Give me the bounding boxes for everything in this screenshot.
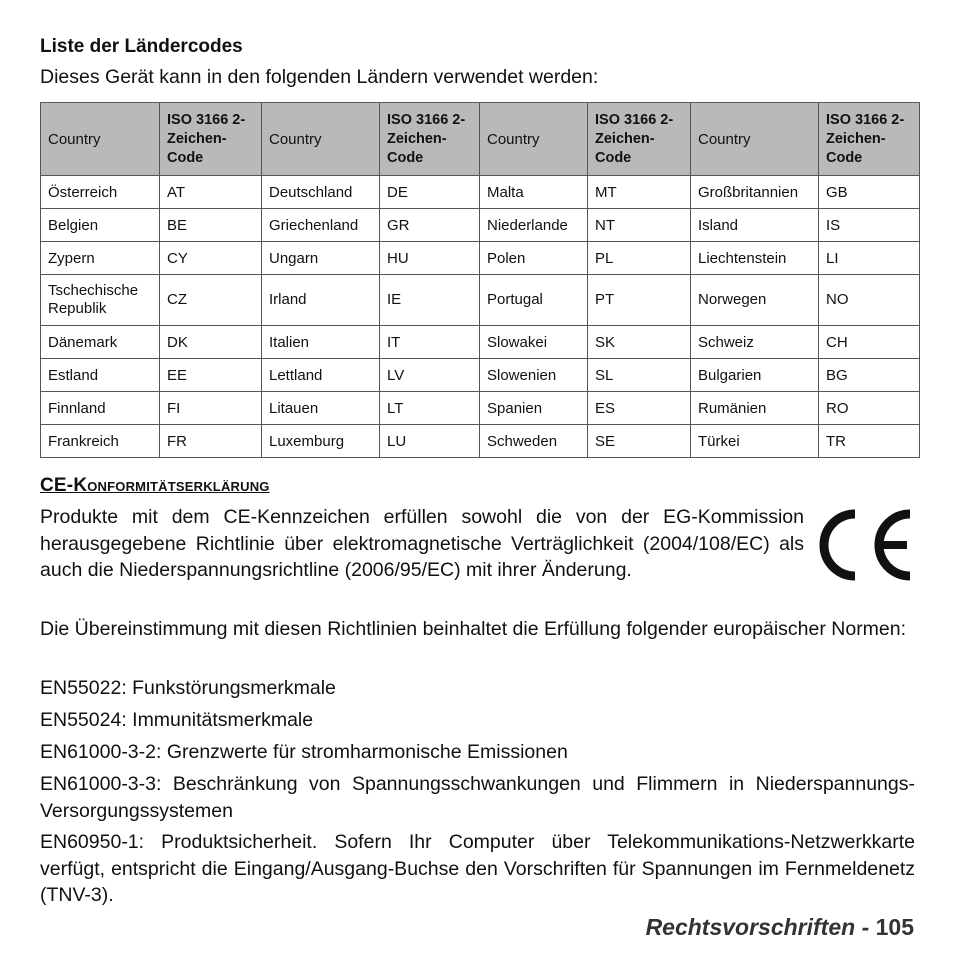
code-cell: CH bbox=[819, 326, 920, 359]
ce-paragraph: Produkte mit dem CE-Kennzeichen erfüllen sowohl die von der EG-Kommission herausgegebene Richtlinie über elektromagnetische Verträglichkeit (2004/108/EC) als auch die Niederspannungsrichtline (2006/95/EC) mit ihrer Änderung. bbox=[40, 506, 804, 581]
footer-section-title: Rechtsvorschriften - bbox=[645, 914, 870, 940]
code-cell: CZ bbox=[160, 275, 262, 326]
code-cell: LI bbox=[819, 242, 920, 275]
country-cell: Ungarn bbox=[262, 242, 380, 275]
code-cell: SE bbox=[588, 425, 691, 458]
table-row bbox=[41, 275, 920, 326]
country-cell: Island bbox=[691, 209, 819, 242]
code-cell: IT bbox=[380, 326, 480, 359]
code-cell: GB bbox=[819, 176, 920, 209]
table-row bbox=[41, 359, 920, 392]
country-cell: Belgien bbox=[41, 209, 160, 242]
country-cell: Bulgarien bbox=[691, 359, 819, 392]
code-cell: NO bbox=[819, 275, 920, 326]
column-header-iso: ISO 3166 2-Zeichen-Code bbox=[588, 103, 691, 176]
code-cell: SL bbox=[588, 359, 691, 392]
country-cell: Litauen bbox=[262, 392, 380, 425]
code-cell: FR bbox=[160, 425, 262, 458]
country-cell: Österreich bbox=[41, 176, 160, 209]
country-cell: Polen bbox=[480, 242, 588, 275]
norm-item: EN61000-3-3: Beschränkung von Spannungsschwankungen und Flimmern in Niederspannungs-Versorgungssystemen bbox=[40, 773, 915, 822]
page-number: 105 bbox=[875, 914, 914, 940]
code-cell: TR bbox=[819, 425, 920, 458]
table-row bbox=[41, 326, 920, 359]
ce-mark-icon bbox=[815, 508, 915, 582]
code-cell: LU bbox=[380, 425, 480, 458]
country-cell: Tschechische Republik bbox=[41, 275, 160, 326]
norm-item: EN55024: Immunitätsmerkmale bbox=[40, 709, 314, 731]
code-cell: CY bbox=[160, 242, 262, 275]
country-cell: Schweden bbox=[480, 425, 588, 458]
code-cell: IS bbox=[819, 209, 920, 242]
column-header-iso: ISO 3166 2-Zeichen-Code bbox=[160, 103, 262, 176]
table-row bbox=[41, 176, 920, 209]
code-cell: PT bbox=[588, 275, 691, 326]
table-header-row bbox=[41, 103, 920, 176]
country-cell: Deutschland bbox=[262, 176, 380, 209]
table-row bbox=[41, 392, 920, 425]
code-cell: HU bbox=[380, 242, 480, 275]
code-cell: NT bbox=[588, 209, 691, 242]
country-cell: Finnland bbox=[41, 392, 160, 425]
table-row bbox=[41, 425, 920, 458]
column-header-iso: ISO 3166 2-Zeichen-Code bbox=[380, 103, 480, 176]
code-cell: BG bbox=[819, 359, 920, 392]
code-cell: DK bbox=[160, 326, 262, 359]
column-header-iso: ISO 3166 2-Zeichen-Code bbox=[819, 103, 920, 176]
intro-text: Dieses Gerät kann in den folgenden Ländern verwendet werden: bbox=[40, 66, 599, 88]
country-cell: Frankreich bbox=[41, 425, 160, 458]
column-header-country: Country bbox=[262, 103, 380, 176]
country-cell: Malta bbox=[480, 176, 588, 209]
column-header-country: Country bbox=[41, 103, 160, 176]
norm-item: EN60950-1: Produktsicherheit. Sofern Ihr Computer über Telekommunikations-Netzwerkkarte verfügt, entspricht die Eingang/Ausgang-Buchse den Vorschriften für Spannungen im Fernmeldenetz (TNV-3). bbox=[40, 831, 915, 906]
country-cell: Lettland bbox=[262, 359, 380, 392]
table-row bbox=[41, 242, 920, 275]
code-cell: LV bbox=[380, 359, 480, 392]
conformity-paragraph: Die Übereinstimmung mit diesen Richtlinien beinhaltet die Erfüllung folgender europäischer Normen: bbox=[40, 618, 907, 640]
code-cell: SK bbox=[588, 326, 691, 359]
country-cell: Niederlande bbox=[480, 209, 588, 242]
column-header-country: Country bbox=[691, 103, 819, 176]
country-cell: Luxemburg bbox=[262, 425, 380, 458]
column-header-country: Country bbox=[480, 103, 588, 176]
country-cell: Norwegen bbox=[691, 275, 819, 326]
code-cell: EE bbox=[160, 359, 262, 392]
norm-item: EN61000-3-2: Grenzwerte für stromharmonische Emissionen bbox=[40, 741, 568, 763]
code-cell: AT bbox=[160, 176, 262, 209]
code-cell: IE bbox=[380, 275, 480, 326]
country-cell: Großbritannien bbox=[691, 176, 819, 209]
country-cell: Dänemark bbox=[41, 326, 160, 359]
norm-item: EN55022: Funkstörungsmerkmale bbox=[40, 677, 336, 699]
code-cell: RO bbox=[819, 392, 920, 425]
country-cell: Italien bbox=[262, 326, 380, 359]
page-footer bbox=[646, 914, 914, 941]
code-cell: PL bbox=[588, 242, 691, 275]
country-cell: Zypern bbox=[41, 242, 160, 275]
code-cell: LT bbox=[380, 392, 480, 425]
country-code-table bbox=[40, 102, 920, 458]
code-cell: MT bbox=[588, 176, 691, 209]
country-cell: Portugal bbox=[480, 275, 588, 326]
country-cell: Türkei bbox=[691, 425, 819, 458]
country-cell: Slowenien bbox=[480, 359, 588, 392]
table-body bbox=[41, 176, 920, 458]
ce-section-heading: CE-Konformitätserklärung bbox=[40, 475, 270, 496]
country-cell: Spanien bbox=[480, 392, 588, 425]
country-cell: Estland bbox=[41, 359, 160, 392]
country-cell: Griechenland bbox=[262, 209, 380, 242]
table-row bbox=[41, 209, 920, 242]
code-cell: FI bbox=[160, 392, 262, 425]
section-heading: Liste der Ländercodes bbox=[40, 36, 243, 57]
code-cell: ES bbox=[588, 392, 691, 425]
code-cell: BE bbox=[160, 209, 262, 242]
country-cell: Rumänien bbox=[691, 392, 819, 425]
country-cell: Slowakei bbox=[480, 326, 588, 359]
country-cell: Schweiz bbox=[691, 326, 819, 359]
code-cell: DE bbox=[380, 176, 480, 209]
code-cell: GR bbox=[380, 209, 480, 242]
country-cell: Liechtenstein bbox=[691, 242, 819, 275]
country-cell: Irland bbox=[262, 275, 380, 326]
